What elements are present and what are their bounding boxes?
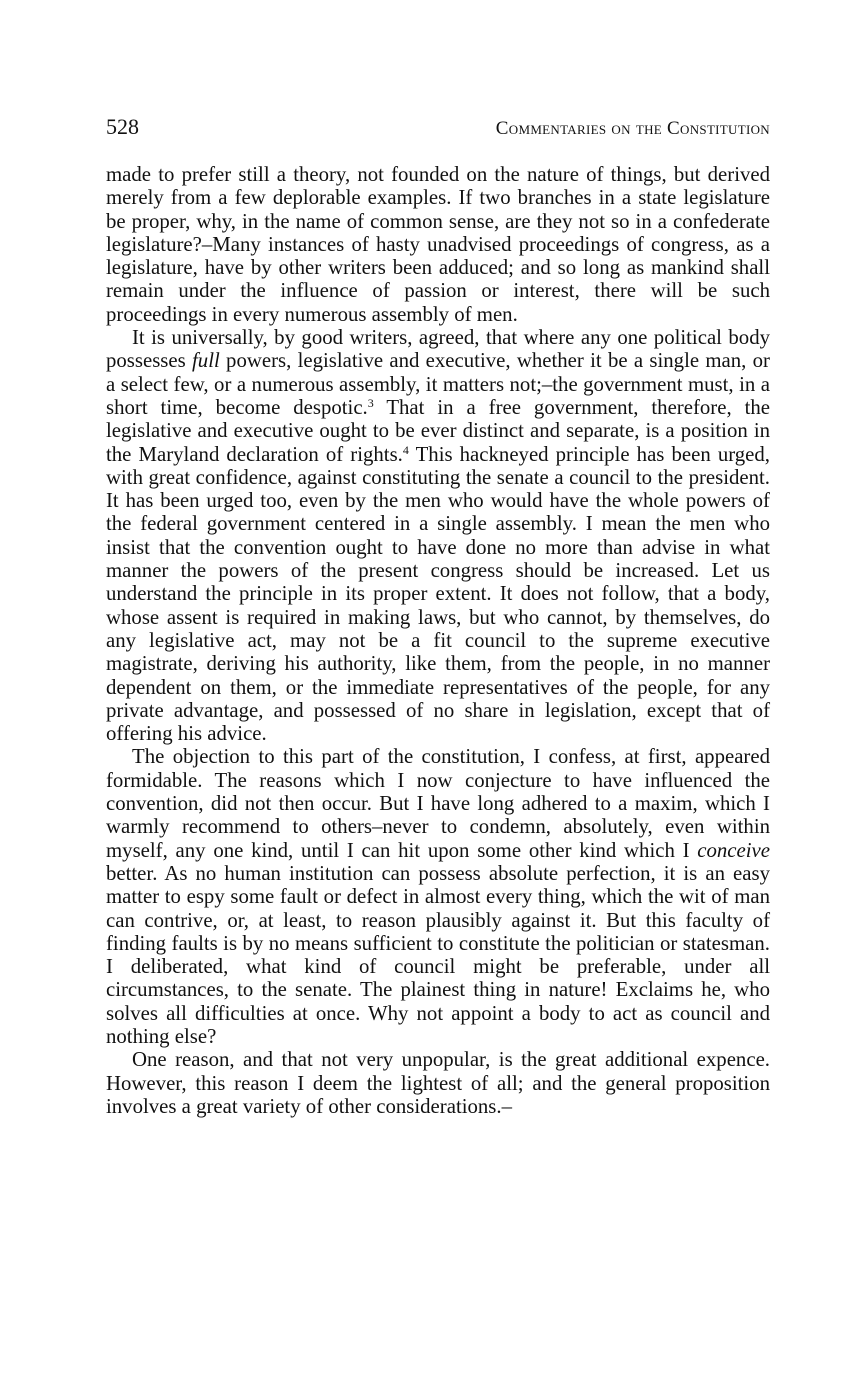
- text-span: That in a free government, therefore, the legislative and executive ought to be ever distinct and separate, is a position in the Maryland declaration of rights.: [106, 395, 770, 466]
- text-span: made to prefer still a theory, not founded on the nature of things, but derived merely from a few deplorable examples. If two branches in a state legislature be proper, why, in the name of common sense, are they not so in a confederate legislature?–Many instances of hasty unadvised proceedings of congress, as a legislature, have by other writers been adduced; and so long as mankind shall remain under the influence of passion or interest, there will be such proceedings in every numerous assembly of men.: [106, 163, 770, 326]
- italic-text: conceive: [697, 838, 770, 862]
- text-span: powers, legislative and executive, whether it be a single man, or a select few, or a numerous assembly, it matters not;–the government must, in a short time, become despotic.: [106, 349, 770, 419]
- paragraph: [106, 1048, 770, 1118]
- running-head: Commentaries on the Constitution: [495, 118, 770, 139]
- footnote-ref: 3: [367, 395, 374, 410]
- text-span: One reason, and that not very unpopular, is the great additional expence. However, this reason I deem the lightest of all; and the general proposition involves a great variety of other considerations.–: [106, 1048, 770, 1118]
- text-span: better. As no human institution can possess absolute perfection, it is an easy matter to espy some fault or defect in almost every thing, which the wit of man can contrive, or, at least, to reason plausibly against it. But this faculty of finding faults is by no means sufficient to constitute the politician or statesman. I deliberated, what kind of council might be preferable, under all circumstances, to the senate. The plainest thing in nature! Exclaims he, who solves all difficulties at once. Why not appoint a body to act as council and nothing else?: [106, 861, 770, 1048]
- italic-text: full: [192, 349, 220, 373]
- page-header: [106, 114, 770, 140]
- text-span: It is universally, by good writers, agreed, that where any one political body possesses: [106, 326, 770, 373]
- paragraph: [106, 163, 770, 326]
- text-span: This hackneyed principle has been urged, with great confidence, against constituting the senate a council to the president. It has been urged too, even by the men who would have the whole powers of the federal government centered in a single assembly. I mean the men who insist that the convention ought to have done no more than advise in what manner the powers of the present congress should be increased. Let us understand the principle in its proper extent. It does not follow, that a body, whose assent is required in making laws, but who cannot, by themselves, do any legislative act, may not be a fit council to the supreme executive magistrate, deriving his authority, like them, from the people, in no manner dependent on them, or the immediate representatives of the people, for any private advantage, and possessed of no share in legislation, except that of offering his advice.: [106, 442, 770, 746]
- footnote-ref: 4: [402, 442, 409, 457]
- body-text: [106, 163, 770, 1118]
- page-number: 528: [106, 114, 139, 139]
- paragraph: [106, 745, 770, 1048]
- text-span: The objection to this part of the constitution, I confess, at first, appeared formidable. The reasons which I now conjecture to have influenced the convention, did not then occur. But I have long adhered to a maxim, which I warmly recommend to others–never to condemn, absolutely, even within myself, any one kind, until I can hit upon some other kind which I: [106, 745, 770, 862]
- paragraph: [106, 326, 770, 745]
